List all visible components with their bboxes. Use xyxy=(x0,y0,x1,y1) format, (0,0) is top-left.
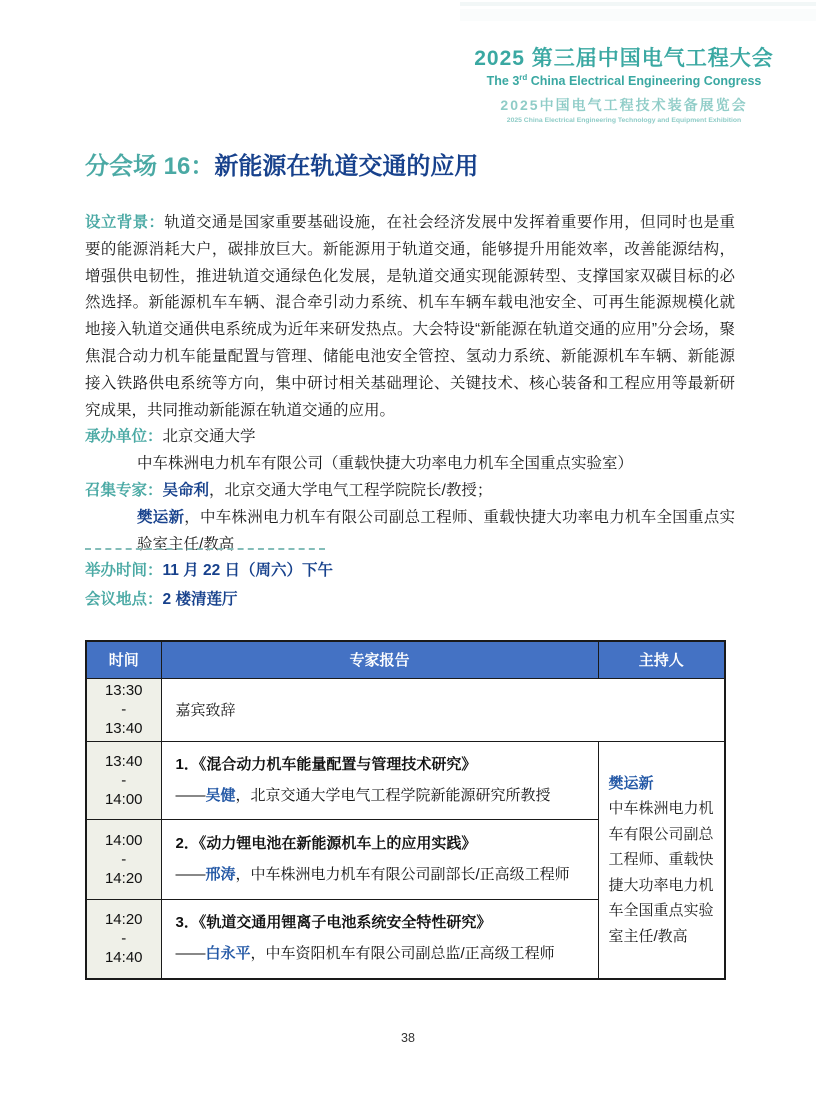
logo-subtitle-en: 2025 China Electrical Engineering Technology and Equipment Exhibition xyxy=(506,117,742,125)
event-time-value: 11 月 22 日（周六）下午 xyxy=(162,562,334,579)
session-name: 新能源在轨道交通的应用 xyxy=(214,153,479,180)
convener-label: 召集专家： xyxy=(85,481,163,499)
background-paragraph xyxy=(85,210,735,424)
table-row xyxy=(86,741,725,819)
time-cell: 13:30 - 13:40 xyxy=(86,678,161,741)
speaker-desc: ，中车资阳机车有限公司副总监/正高级工程师 xyxy=(250,945,555,963)
speaker-desc: ，北京交通大学电气工程学院新能源研究所教授 xyxy=(235,786,551,804)
organizer-line-1 xyxy=(85,424,735,451)
meta-block xyxy=(85,545,735,614)
session-title xyxy=(85,146,478,181)
event-venue-value: 2 楼清莲厅 xyxy=(162,591,238,608)
report-speaker xyxy=(176,942,584,966)
opening-remarks-cell: 嘉宾致辞 xyxy=(161,678,725,741)
event-venue-label: 会议地点： xyxy=(85,591,163,608)
convener-name-1: 吴命利 xyxy=(162,481,210,499)
report-cell xyxy=(161,899,598,979)
session-description xyxy=(85,210,735,558)
table-header-row xyxy=(86,641,725,678)
logo-title-en: The 3rd China Electrical Engineering Congress xyxy=(486,73,762,89)
em-dash: —— xyxy=(175,786,206,804)
top-accent-band-2 xyxy=(460,9,816,21)
report-speaker xyxy=(176,784,584,808)
convener-line-1 xyxy=(85,478,735,505)
table-row xyxy=(86,678,725,741)
session-number: 分会场 16： xyxy=(85,153,215,180)
host-name: 樊运新 xyxy=(608,774,654,792)
schedule-table-wrapper xyxy=(85,640,726,980)
header-host: 主持人 xyxy=(598,641,725,678)
report-speaker xyxy=(176,863,584,887)
header-time: 时间 xyxy=(86,641,161,678)
dashed-separator xyxy=(85,548,325,550)
convener-desc-2: ，中车株洲电力机车有限公司副总工程师、重载快捷大功率电力机车全国重点实验室主任/教高 xyxy=(137,508,735,553)
event-time-label: 举办时间： xyxy=(85,562,163,579)
report-cell xyxy=(161,819,598,899)
top-accent-band xyxy=(460,2,816,6)
page-number: 38 xyxy=(401,1031,415,1045)
schedule-table xyxy=(85,640,726,980)
background-text: 轨道交通是国家重要基础设施，在社会经济发展中发挥着重要作用，但同时也是重要的能源消耗大户，碳排放巨大。新能源用于轨道交通，能够提升用能效率，改善能源结构，增强供电韧性，推进轨道交通绿色化发展，是轨道交通实现能源转型、支撑国家双碳目标的必然选择。新能源机车车辆、混合牵引动力系统、机车车辆车载电池安全、可再生能源规模化就地接入轨道交通供电系统成为近年来研发热点。大会特设“新能源在轨道交通的应用”分会场，聚焦混合动力机车能量配置与管理、储能电池安全管控、氢动力系统、新能源机车车辆、新能源接入铁路供电系统等方向，集中研讨相关基础理论、关键技术、核心装备和工程应用等最新研究成果，共同推动新能源在轨道交通的应用。 xyxy=(85,214,735,419)
report-title: 1．《混合动力机车能量配置与管理技术研究》 xyxy=(175,755,477,773)
time-cell: 14:00 - 14:20 xyxy=(86,819,161,899)
report-title: 2．《动力锂电池在新能源机车上的应用实践》 xyxy=(175,834,477,852)
report-cell xyxy=(161,741,598,819)
convener-desc-1: ，北京交通大学电气工程学院院长/教授； xyxy=(209,481,493,499)
speaker-desc: ，中车株洲电力机车有限公司副部长/正高级工程师 xyxy=(235,865,570,883)
speaker-name: 吴健 xyxy=(205,786,236,804)
time-cell: 14:20 - 14:40 xyxy=(86,899,161,979)
organizer-line-2: 中车株洲电力机车有限公司（重载快捷大功率电力机车全国重点实验室） xyxy=(137,455,634,473)
logo-title-cn: 2025 第三届中国电气工程大会 xyxy=(474,47,774,70)
report-title: 3．《轨道交通用锂离子电池系统安全特性研究》 xyxy=(175,914,492,932)
em-dash: —— xyxy=(175,945,206,963)
organizer-label: 承办单位： xyxy=(85,428,163,446)
convener-name-2: 樊运新 xyxy=(137,508,185,526)
speaker-name: 邢涛 xyxy=(205,865,236,883)
time-cell: 13:40 - 14:00 xyxy=(86,741,161,819)
background-label: 设立背景： xyxy=(85,214,165,231)
event-time-line xyxy=(85,556,735,585)
host-desc: 中车株洲电力机车有限公司副总工程师、重载快捷大功率电力机车全国重点实验室主任/教高 xyxy=(608,800,714,945)
speaker-name: 白永平 xyxy=(205,945,251,963)
em-dash: —— xyxy=(175,865,206,883)
logo-subtitle-cn: 2025中国电气工程技术装备展览会 xyxy=(500,97,748,114)
host-cell xyxy=(598,741,725,979)
event-venue-line xyxy=(85,585,735,614)
header-report: 专家报告 xyxy=(161,641,598,678)
organizer-value-1: 北京交通大学 xyxy=(162,428,256,446)
congress-logo xyxy=(470,42,778,124)
